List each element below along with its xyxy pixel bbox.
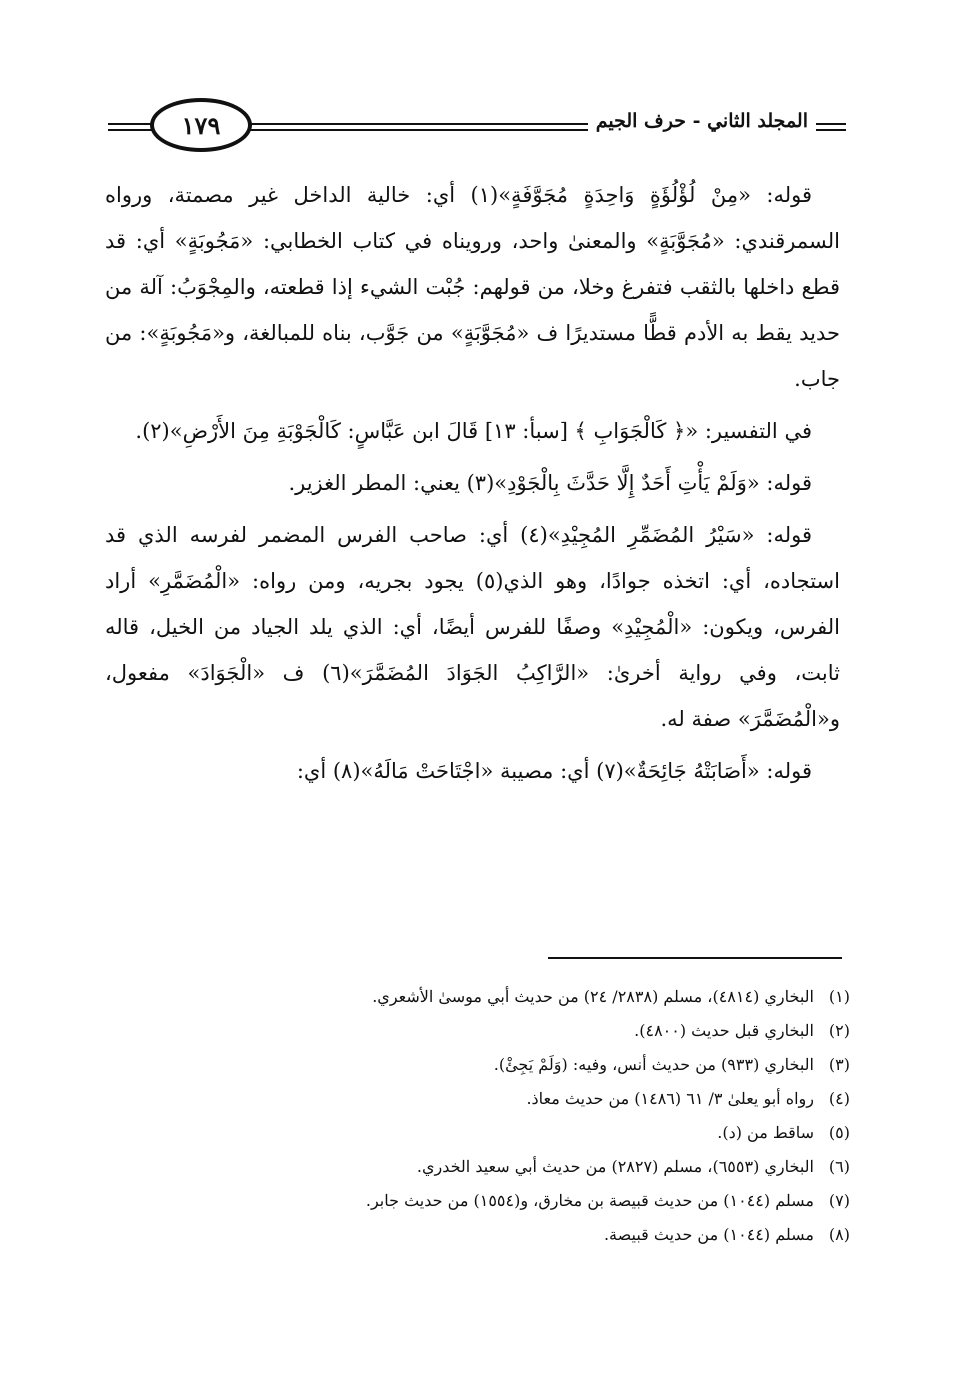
footnotes (160, 980, 850, 1252)
footnote-2: (٢)البخاري قبل حديث (٤٨٠٠). (634, 1021, 850, 1040)
page-header (108, 96, 846, 158)
paragraph-2: في التفسير: «﴿ كَالْجَوَابِ ﴾ [سبأ: ١٣] قَالَ ابن عَبَّاسٍ: كَالْجَوْبَةِ مِنَ الأَرْضِ»(٢). (135, 419, 812, 443)
footnote-4: (٤)رواه أبو يعلىٰ ٣/ ٦١ (١٤٨٦) من حديث معاذ. (526, 1089, 850, 1108)
paragraph-1: قوله: «مِنْ لُؤْلُؤَةٍ وَاحِدَةٍ مُجَوَّفَةٍ»(١) أي: خالية الداخل غير مصمتة، ورواه السمرقندي: «مُجَوَّبَةٍ» والمعنىٰ واحد، ورويناه في كتاب الخطابي: «مَجُوبَةٍ» أي: قد قطع داخلها بالثقب فتفرغ وخلا، من قولهم: جُبْت الشيء إذا قطعته، والمِجْوَبُ: آلة من حديد يقط به الأدم قطًّا مستديرًا ف «مُجَوَّبَةٍ» من جَوَّب، بناه للمبالغة، و«مَجُوبَةٍ»: من جاب. (105, 183, 840, 391)
footnote-6: (٦)البخاري (٦٥٥٣)، مسلم (٢٨٢٧) من حديث أبي سعيد الخدري. (416, 1157, 850, 1176)
footnote-separator (548, 957, 842, 959)
paragraph-4: قوله: «سَيْرُ المُضَمِّرِ المُجِيْدِ»(٤) أي: صاحب الفرس المضمر لفرسه الذي قد استجاده، أي: اتخذه جوادًا، وهو الذي(٥) يجود بجريه، ومن رواه: «الْمُضَمَّرِ» أراد الفرس، ويكون: «الْمُجِيْدِ» وصفًا للفرس أيضًا، أي: الذي يلد الجياد من الخيل، قاله ثابت، وفي رواية أخرىٰ: «الرَّاكِبُ الجَوَادَ المُضَمَّرَ»(٦) ف «الْجَوَادَ» مفعول، و«الْمُضَمَّرَ» صفة له. (105, 523, 840, 731)
page-number: ١٧٩ (150, 98, 252, 152)
paragraph-3: قوله: «وَلَمْ يَأْتِ أَحَدٌ إِلَّا حَدَّثَ بِالْجَوْدِ»(٣) يعني: المطر الغزير. (288, 471, 812, 495)
footnote-3: (٣)البخاري (٩٣٣) من حديث أنس، وفيه: (وَلَمْ يَجِئْ). (493, 1055, 850, 1074)
paragraph-5: قوله: «أَصَابَتْهُ جَائِحَةٌ»(٧) أي: مصيبة «اجْتَاحَتْ مَالَهُ»(٨) أي: (296, 759, 812, 783)
footnote-8: (٨)مسلم (١٠٤٤) من حديث قبيصة. (603, 1225, 850, 1244)
running-head: المجلد الثاني - حرف الجيم (588, 110, 816, 132)
footnote-7: (٧)مسلم (١٠٤٤) من حديث قبيصة بن مخارق، و(١٥٥٤) من حديث جابر. (365, 1191, 850, 1210)
main-text (105, 172, 840, 800)
footnote-1: (١)البخاري (٤٨١٤)، مسلم (٢٨٣٨/ ٢٤) من حديث أبي موسىٰ الأشعري. (372, 987, 850, 1006)
footnote-5: (٥)ساقط من (د). (717, 1123, 850, 1142)
